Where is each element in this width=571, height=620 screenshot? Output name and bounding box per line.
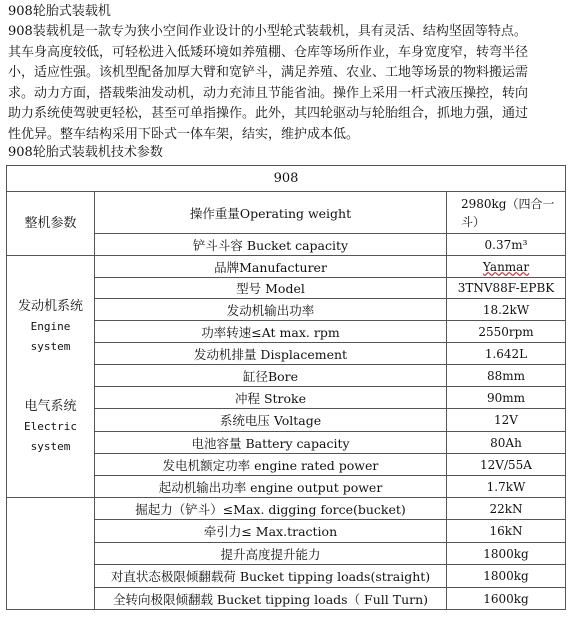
param-name-cell: 提升高度提升能力	[95, 543, 447, 565]
table-row	[7, 498, 566, 520]
group-label-cell	[7, 498, 95, 610]
param-name-cell: 缸径Bore	[95, 365, 447, 387]
param-value-cell: 12V/55A	[447, 454, 566, 476]
param-name-cell: 系统电压 Voltage	[95, 409, 447, 432]
param-name-cell: 起动机输出功率 engine output power	[95, 476, 447, 498]
param-value-cell: 12V	[447, 409, 566, 432]
intro-line: 其车身高度较低，可轻松进入低矮环境如养殖棚、仓库等场所作业，车身宽度窄，转弯半径	[8, 44, 529, 60]
param-value-cell: 3TNV88F-EPBK	[447, 278, 566, 299]
param-value-cell: 1800kg	[447, 543, 566, 565]
intro-line: 助力系统使驾驶更轻松，甚至可单指操作。此外，其四轮驱动与轮胎组合，抓地力强，通过	[8, 106, 529, 121]
param-name-cell: 型号 Model	[95, 278, 447, 299]
param-value-cell: 90mm	[447, 387, 566, 409]
table-row	[7, 192, 566, 234]
param-value-cell: 2550rpm	[447, 321, 566, 343]
param-name-cell: 掘起力（铲斗）≤Max. digging force(bucket)	[95, 498, 447, 520]
intro-line: 求。动力方面，搭载柴油发动机，动力充沛且节能省油。操作上采用一杆式液压操控，转向	[8, 85, 529, 101]
param-value-cell: 80Ah	[447, 432, 566, 454]
param-name-cell: 发电机额定功率 engine rated power	[95, 454, 447, 476]
group-label-line: 发动机系统	[17, 298, 83, 314]
param-name-cell: 发动机排量 Displacement	[95, 343, 447, 365]
intro-line: 908装载机是一款专为狭小空间作业设计的小型轮式装载机，具有灵活、结构坚固等特点。	[8, 24, 527, 39]
group-label-line: system	[30, 439, 71, 453]
param-value-cell: 1.642L	[447, 343, 566, 365]
group-label-line	[10, 377, 91, 397]
group-label-cell	[7, 256, 95, 498]
param-name-cell: 操作重量Operating weight	[95, 192, 447, 234]
model-header: 908	[7, 166, 566, 192]
param-value-cell: 16kN	[447, 520, 566, 543]
group-label-line: Electric	[24, 419, 77, 433]
group-label-cell	[7, 192, 95, 256]
group-label-line: 电气系统	[24, 398, 77, 414]
spec-title: 908轮胎式装载机技术参数	[8, 145, 163, 160]
param-name-cell: 发动机输出功率	[95, 299, 447, 321]
param-value-cell: 18.2kW	[447, 299, 566, 321]
param-value-cell: 22kN	[447, 498, 566, 520]
document-title: 908轮胎式装载机	[8, 4, 111, 19]
param-name-cell: 品牌Manufacturer	[95, 256, 447, 278]
intro-paragraph	[8, 22, 564, 145]
param-value-cell: Yanmar	[447, 256, 566, 278]
group-label-line: 整机参数	[24, 215, 77, 231]
group-label-line: Engine	[30, 319, 71, 333]
group-label-line: system	[30, 339, 71, 353]
param-value-cell: 0.37m³	[447, 234, 566, 256]
param-name-cell: 对直状态极限倾翻载荷 Bucket tipping loads(straight)	[95, 565, 447, 588]
table-header-row	[7, 166, 566, 192]
param-value-cell: 1600kg	[447, 588, 566, 610]
param-name-cell: 功率转速≤At max. rpm	[95, 321, 447, 343]
intro-line: 小，适应性强。该机型配备加厚大臂和宽铲斗，满足养殖、农业、工地等场景的物料搬运需	[8, 65, 529, 80]
param-name-cell: 铲斗斗容 Bucket capacity	[95, 234, 447, 256]
spec-table	[6, 165, 566, 610]
param-name-cell: 全转向极限倾翻载 Bucket tipping loads（ Full Turn)	[95, 588, 447, 610]
group-label-line	[10, 357, 91, 377]
param-value-cell: 2980kg（四合一斗）	[447, 192, 566, 234]
param-value-cell: 1800kg	[447, 565, 566, 588]
param-value-cell: 88mm	[447, 365, 566, 387]
param-value-cell: 1.7kW	[447, 476, 566, 498]
param-name-cell: 冲程 Stroke	[95, 387, 447, 409]
param-name-cell: 牵引力≤ Max.traction	[95, 520, 447, 543]
table-row	[7, 256, 566, 278]
param-name-cell: 电池容量 Battery capacity	[95, 432, 447, 454]
intro-line: 性优异。整车结构采用下卧式一体车架，结实，维护成本低。	[8, 126, 360, 142]
